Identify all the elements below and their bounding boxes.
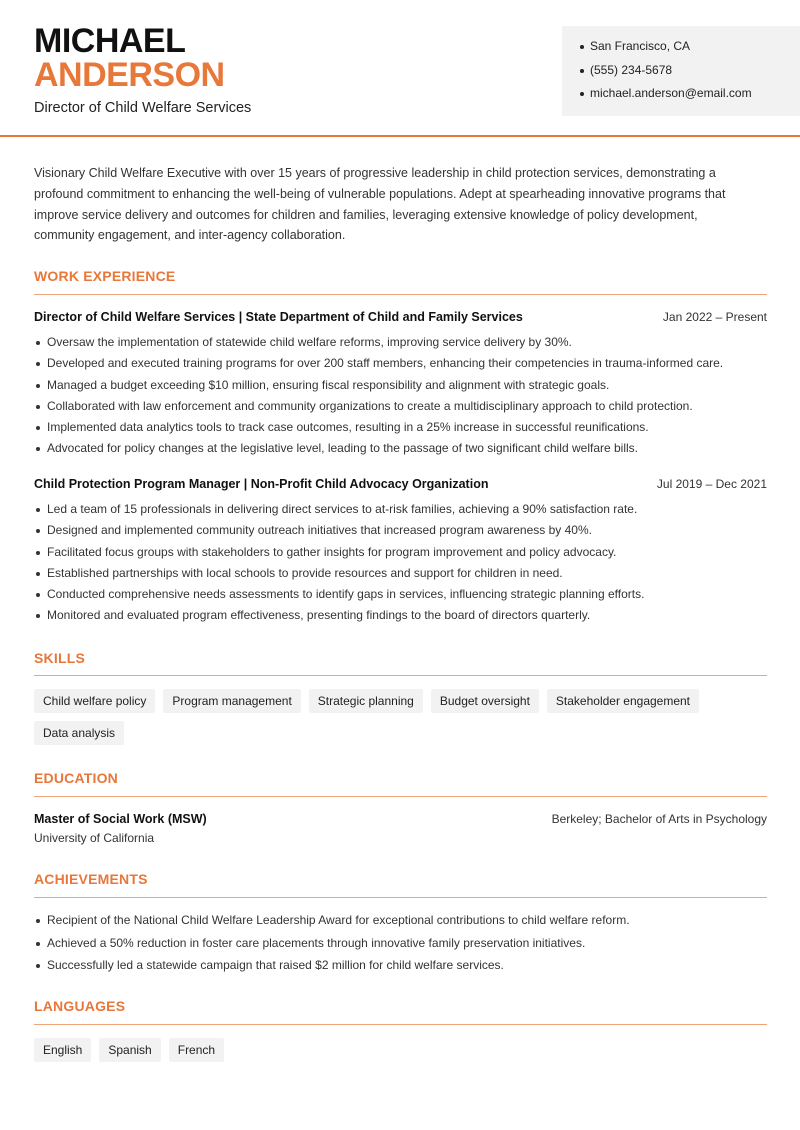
list-item: Conducted comprehensive needs assessments to identify gaps in services, influencing strategic planning efforts. (34, 586, 767, 607)
language-tag: Spanish (99, 1038, 160, 1062)
skill-tag: Stakeholder engagement (547, 689, 699, 713)
achievements-list (34, 912, 767, 980)
contact-phone: (555) 234-5678 (580, 62, 800, 86)
list-item: Designed and implemented community outreach initiatives that increased program awareness by 40%. (34, 522, 767, 543)
resume-header (0, 0, 800, 137)
education-details: Berkeley; Bachelor of Arts in Psychology (551, 812, 767, 826)
skills-tag-list (34, 689, 714, 745)
list-item: Advocated for policy changes at the legislative level, leading to the passage of two significant child welfare bills. (34, 440, 767, 461)
job-header (34, 477, 767, 491)
section-title-languages: LANGUAGES (34, 998, 126, 1014)
job-bullet-list (34, 501, 767, 629)
professional-summary: Visionary Child Welfare Executive with over 15 years of progressive leadership in child protection services, demonstrating a profound commitment to enhancing the well-being of vulnerable populations. Adept at spearheading innovative programs that improve service delivery and outcomes for children and families, leveraging extensive knowledge of policy development, community engagement, and inter-agency collaboration. (34, 166, 726, 243)
section-divider (34, 897, 767, 898)
list-item: Recipient of the National Child Welfare Leadership Award for exceptional contributions to child welfare reform. (34, 912, 767, 935)
list-item: Managed a budget exceeding $10 million, ensuring fiscal responsibility and alignment with strategic goals. (34, 377, 767, 398)
skill-tag: Budget oversight (431, 689, 539, 713)
job-dates: Jan 2022 – Present (662, 310, 767, 324)
list-item: Established partnerships with local schools to provide resources and support for children in need. (34, 565, 767, 586)
section-title-skills: SKILLS (34, 650, 85, 666)
list-item: Implemented data analytics tools to track case outcomes, resulting in a 25% increase in successful reunifications. (34, 419, 767, 440)
education-school: University of California (34, 831, 155, 845)
job-header (34, 310, 767, 324)
section-divider (34, 796, 767, 797)
contact-location: San Francisco, CA (580, 38, 800, 62)
list-item: Achieved a 50% reduction in foster care placements through innovative family preservation initiatives. (34, 935, 767, 958)
list-item: Successfully led a statewide campaign that raised $2 million for child welfare services. (34, 957, 767, 980)
education-degree: Master of Social Work (MSW) (34, 812, 207, 826)
last-name: ANDERSON (34, 56, 225, 94)
job-role: Child Protection Program Manager | Non-Profit Child Advocacy Organization (34, 477, 489, 491)
job-title: Director of Child Welfare Services (34, 100, 252, 116)
languages-tag-list (34, 1038, 714, 1062)
list-item: Led a team of 15 professionals in delivering direct services to at-risk families, achieving a 90% satisfaction rate. (34, 501, 767, 522)
skill-tag: Strategic planning (309, 689, 423, 713)
list-item: Monitored and evaluated program effectiveness, presenting findings to the board of directors quarterly. (34, 607, 767, 628)
job-role: Director of Child Welfare Services | State Department of Child and Family Services (34, 310, 523, 324)
section-divider (34, 675, 767, 676)
language-tag: English (34, 1038, 91, 1062)
contact-box (562, 26, 800, 116)
section-title-work: WORK EXPERIENCE (34, 268, 176, 284)
section-title-achievements: ACHIEVEMENTS (34, 871, 148, 887)
list-item: Developed and executed training programs for over 200 staff members, enhancing their competencies in trauma-informed care. (34, 355, 767, 376)
section-title-education: EDUCATION (34, 770, 118, 786)
skill-tag: Data analysis (34, 721, 124, 745)
contact-email[interactable]: michael.anderson@email.com (580, 85, 800, 109)
job-dates: Jul 2019 – Dec 2021 (656, 477, 767, 491)
section-divider (34, 294, 767, 295)
section-divider (34, 1024, 767, 1025)
language-tag: French (169, 1038, 224, 1062)
list-item: Collaborated with law enforcement and community organizations to create a multidisciplinary approach to child protection. (34, 398, 767, 419)
skill-tag: Child welfare policy (34, 689, 155, 713)
contact-list (580, 38, 800, 109)
first-name: MICHAEL (34, 22, 186, 60)
skill-tag: Program management (163, 689, 300, 713)
list-item: Facilitated focus groups with stakeholders to gather insights for program improvement and policy advocacy. (34, 544, 767, 565)
job-bullet-list (34, 334, 767, 462)
list-item: Oversaw the implementation of statewide child welfare reforms, improving service delivery by 30%. (34, 334, 767, 355)
